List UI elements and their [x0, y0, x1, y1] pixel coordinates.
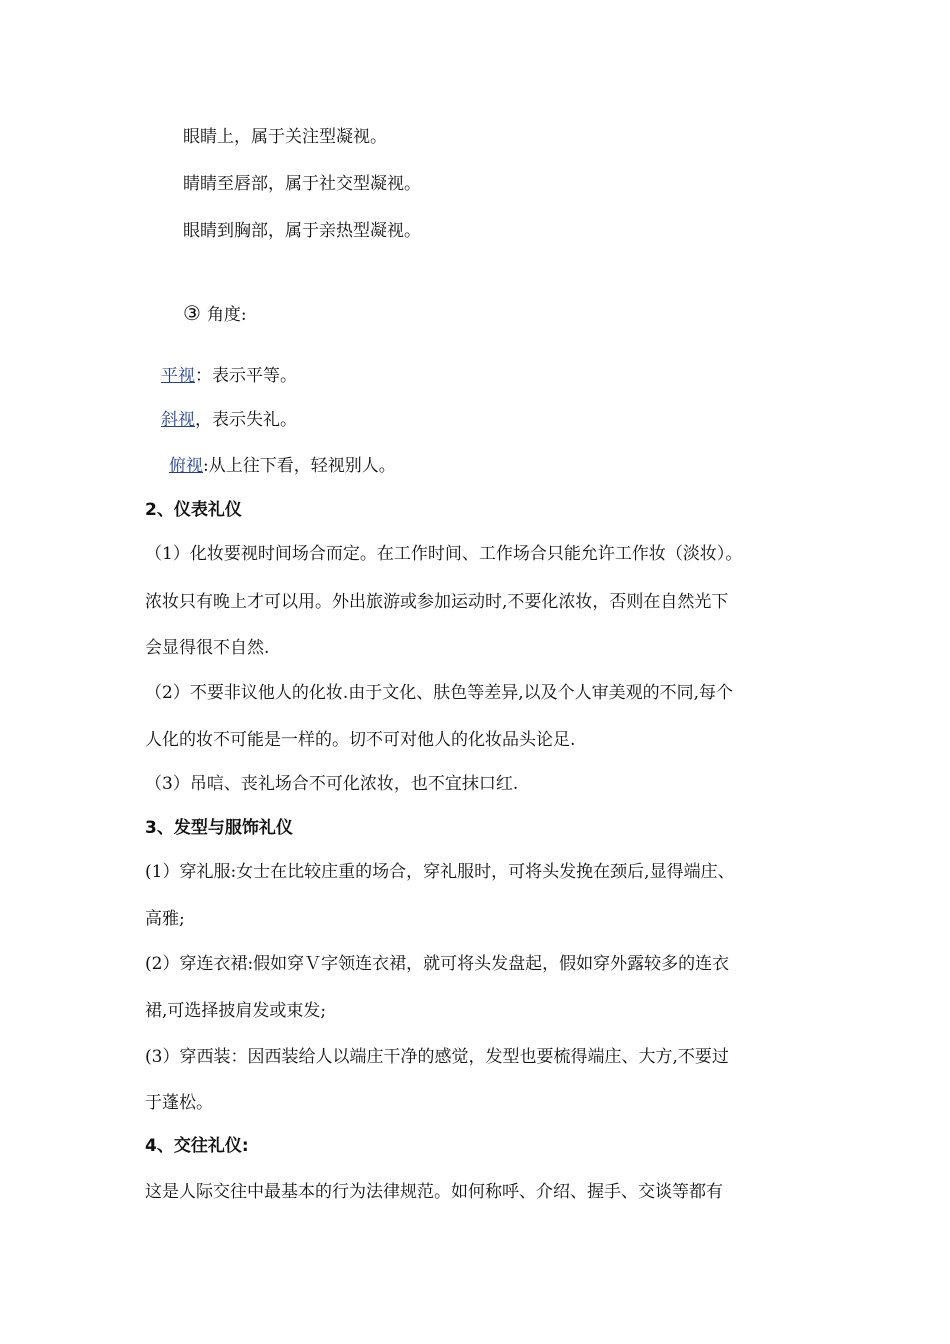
paragraph-line: (3）穿西装：因西装给人以端庄干净的感觉，发型也要梳得端庄、大方,不要过: [145, 1047, 729, 1067]
angle-label: 角度:: [206, 305, 247, 325]
circled-number-marker: ③: [183, 301, 201, 325]
angle-item: [161, 365, 297, 387]
angle-item-text: ，表示失礼。: [195, 410, 297, 430]
gaze-zone-line: 眼睛上，属于关注型凝视。: [183, 127, 387, 147]
angle-item: [161, 409, 297, 431]
angle-item: [169, 455, 396, 477]
angle-item-text: ：表示平等。: [195, 366, 297, 386]
gaze-zone-line: 睛睛至唇部，属于社交型凝视。: [183, 174, 421, 194]
section-heading-appearance: 2、仪表礼仪: [145, 500, 242, 520]
paragraph-line: (1）穿礼服:女士在比较庄重的场合，穿礼服时，可将头发挽在颈后,显得端庄、: [145, 862, 735, 882]
paragraph-line: 浓妆只有晚上才可以用。外出旅游或参加运动时,不要化浓妆，否则在自然光下: [145, 592, 729, 612]
term-link-fushi[interactable]: 俯视: [169, 456, 203, 476]
section-heading-hair-dress: 3、发型与服饰礼仪: [145, 818, 293, 838]
section-heading-social: 4、交往礼仪:: [145, 1136, 249, 1156]
paragraph-line: （3）吊唁、丧礼场合不可化浓妆，也不宜抹口红.: [145, 774, 519, 794]
paragraph-line: 于蓬松。: [145, 1093, 213, 1113]
paragraph-line: (2）穿连衣裙:假如穿Ｖ字领连衣裙，就可将头发盘起，假如穿外露较多的连衣: [145, 954, 730, 974]
term-link-pingshi[interactable]: 平视: [161, 366, 195, 386]
gaze-zone-line: 眼睛到胸部，属于亲热型凝视。: [183, 221, 421, 241]
angle-subheading: [183, 302, 247, 326]
paragraph-line: 人化的妆不可能是一样的。切不可对他人的化妆品头论足.: [145, 730, 576, 750]
paragraph-line: 裙,可选择披肩发或束发;: [145, 1001, 327, 1021]
paragraph-line: （1）化妆要视时间场合而定。在工作时间、工作场合只能允许工作妆（淡妆）。: [145, 544, 743, 564]
paragraph-line: （2）不要非议他人的化妆.由于文化、肤色等差异,以及个人审美观的不同,每个: [145, 683, 734, 703]
angle-item-text: :从上往下看，轻视别人。: [203, 456, 396, 476]
paragraph-line: 会显得很不自然.: [145, 638, 270, 658]
term-link-xieshi[interactable]: 斜视: [161, 410, 195, 430]
paragraph-line: 这是人际交往中最基本的行为法律规范。如何称呼、介绍、握手、交谈等都有: [145, 1182, 723, 1202]
paragraph-line: 高雅;: [145, 909, 185, 929]
